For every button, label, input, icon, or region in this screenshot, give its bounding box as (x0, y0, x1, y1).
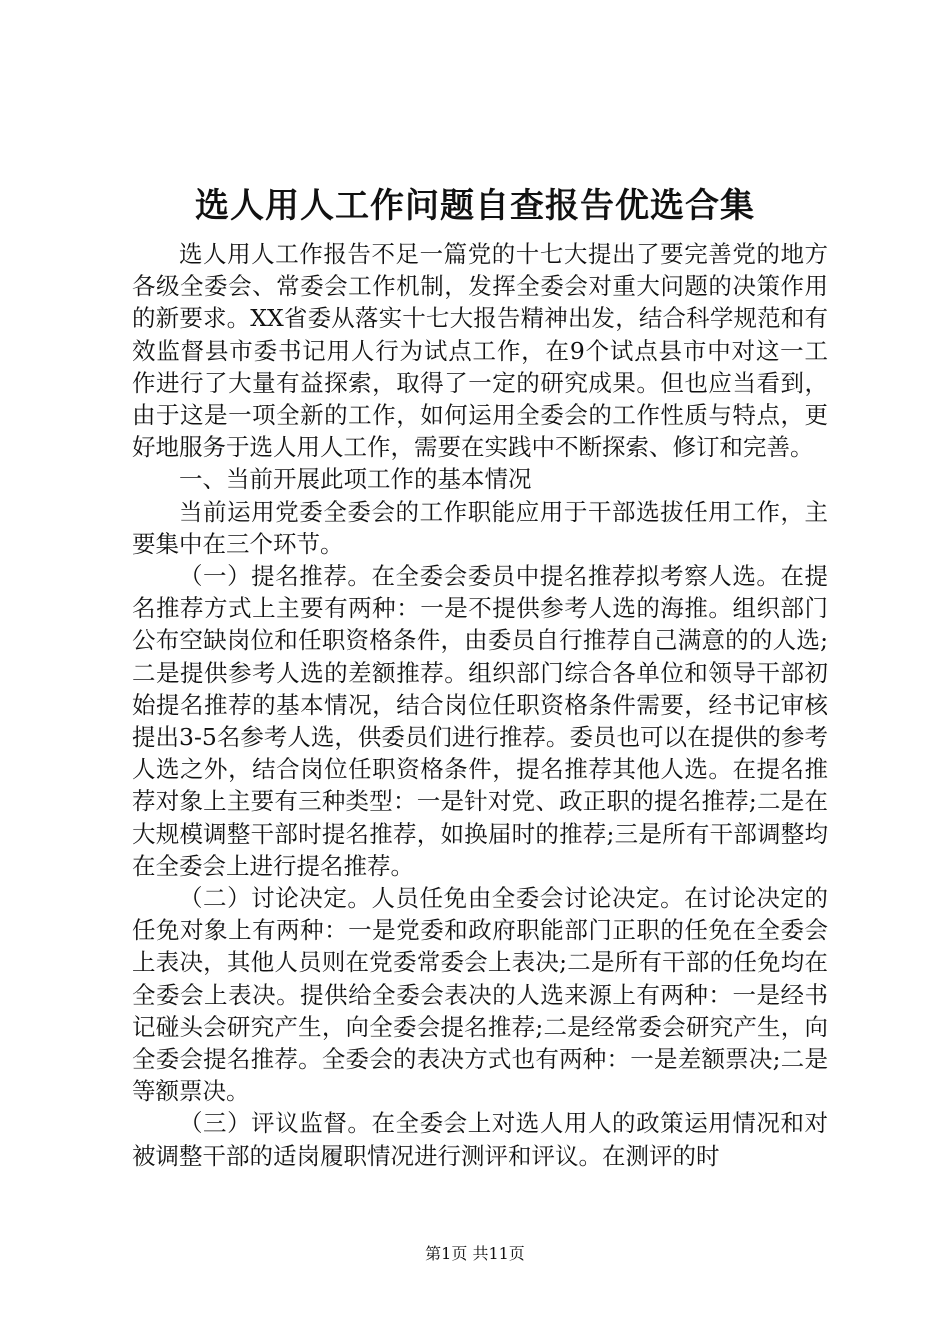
paragraph-three-stages: 当前运用党委全委会的工作职能应用于干部选拔任用工作，主要集中在三个环节。 (132, 497, 828, 558)
document-title: 选人用人工作问题自查报告优选合集 (195, 186, 755, 226)
paragraph-intro: 选人用人工作报告不足一篇党的十七大提出了要完善党的地方各级全委会、常委会工作机制，发挥全委会对重大问题的决策作用的新要求。XX省委从落实十七大报告精神出发，结合科学规范和有效监督县市委书记用人行为试点工作，在9个试点县市中对这一工作进行了大量有益探索，取得了一定的研究成果。但也应当看到，由于这是一项全新的工作，如何运用全委会的工作性质与特点，更好地服务于选人用人工作，需要在实践中不断探索、修订和完善。 (132, 240, 828, 462)
document-body (132, 238, 828, 1172)
page-footer: 第1页 共11页 (425, 1244, 525, 1263)
paragraph-evaluation: （三）评议监督。在全委会上对选人用人的政策运用情况和对被调整干部的适岗履职情况进行测评和评议。在测评的时 (132, 1109, 828, 1170)
section-heading-basic-situation: 一、当前开展此项工作的基本情况 (179, 465, 532, 494)
paragraph-decision: （二）讨论决定。人员任免由全委会讨论决定。在讨论决定的任免对象上有两种：一是党委和政府职能部门正职的任免在全委会上表决，其他人员则在党委常委会上表决;二是所有干部的任免均在全委会上表决。提供给全委会表决的人选来源上有两种：一是经书记碰头会研究产生，向全委会提名推荐;二是经常委会研究产生，向全委会提名推荐。全委会的表决方式也有两种：一是差额票决;二是等额票决。 (132, 884, 828, 1106)
paragraph-nomination: （一）提名推荐。在全委会委员中提名推荐拟考察人选。在提名推荐方式上主要有两种：一是不提供参考人选的海推。组织部门公布空缺岗位和任职资格条件，由委员自行推荐自己满意的的人选;二是提供参考人选的差额推荐。组织部门综合各单位和领导干部初始提名推荐的基本情况，结合岗位任职资格条件需要，经书记审核提出3-5名参考人选，供委员们进行推荐。委员也可以在提供的参考人选之外，结合岗位任职资格条件，提名推荐其他人选。在提名推荐对象上主要有三种类型：一是针对党、政正职的提名推荐;二是在大规模调整干部时提名推荐，如换届时的推荐;三是所有干部调整均在全委会上进行提名推荐。 (132, 562, 828, 880)
